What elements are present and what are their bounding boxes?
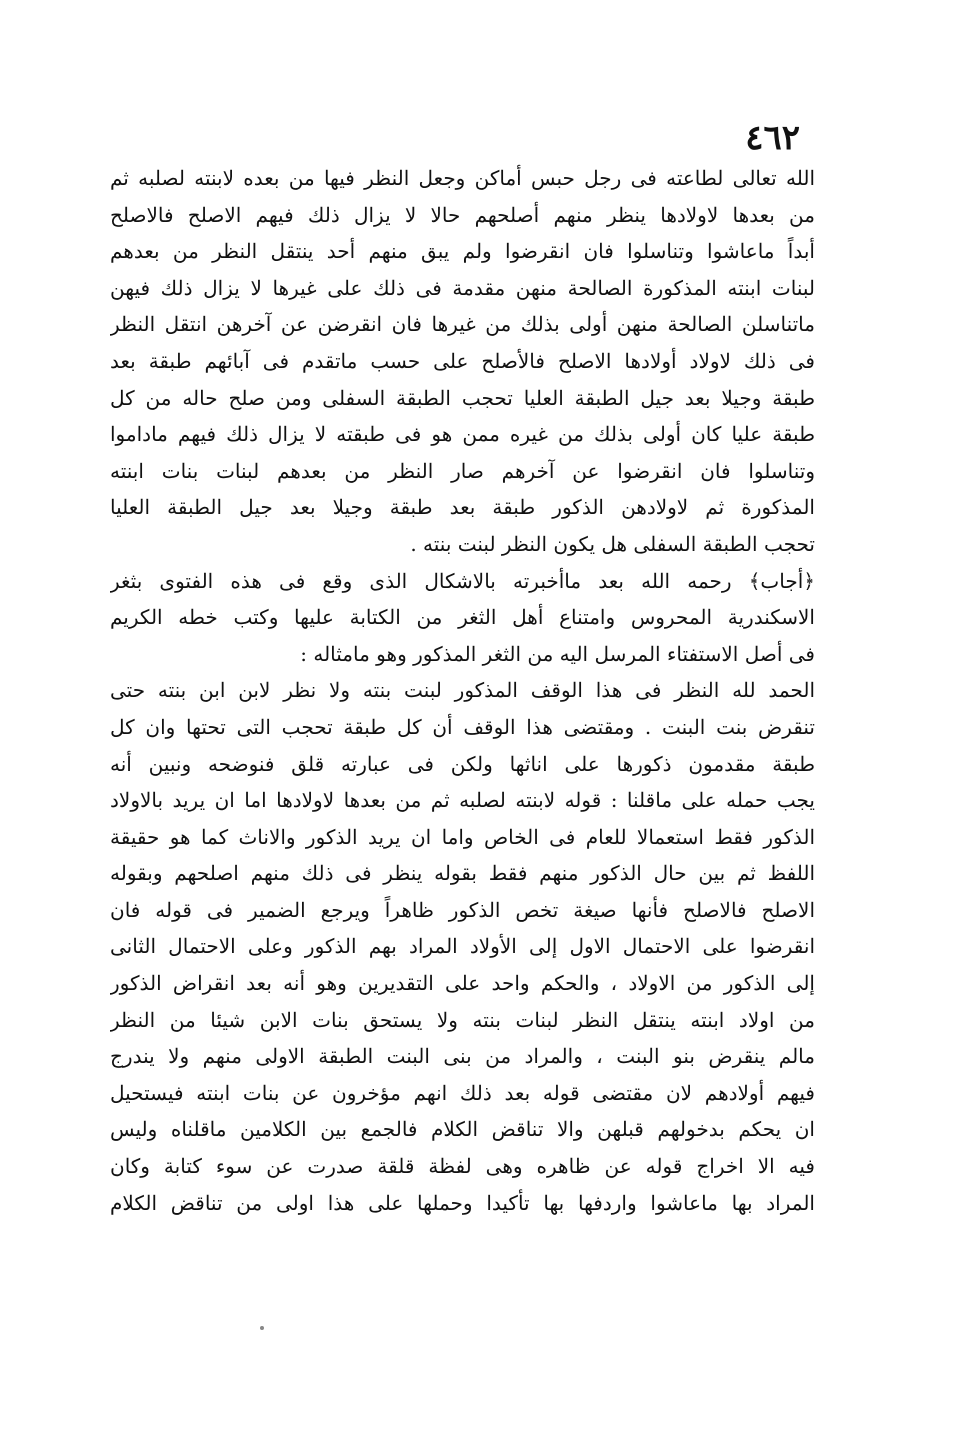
text-line: ان يحكم بدخولهم قبلهن والا تناقض الكلام فالجمع بين الكلامين ماقلناه وليس bbox=[110, 1117, 815, 1142]
text-line: الذكور فقط استعمالا للعام فى الخاص واما ان يريد الذكور والاناث كما هو حقيقة bbox=[110, 824, 815, 849]
text-line: لبنات ابنته المذكورة الصالحة منهن مقدمة فى ذلك على غيرها لا يزال ذلك فيهن bbox=[110, 275, 815, 300]
text-line: وتناسلوا فان انقرضوا عن آخرهم صار النظر من بعدهم لبنات بنات ابنته bbox=[110, 458, 815, 483]
text-line: يجب حمله على ماقلنا : قوله لابنته لصلبه ثم من بعدها لاولادها اما ان يريد بالاولاد bbox=[110, 788, 815, 813]
text-line: فيه الا اخراج قوله عن ظاهره وهى لفظة قلقة صدرت عن سوء كتابة وكان bbox=[110, 1154, 815, 1179]
body-text bbox=[110, 160, 815, 1221]
text-line: الاصلح فالاصلح فأنها صيغة تخص الذكور ظاهراً ويرجع الضمير فى قوله فان bbox=[110, 897, 815, 922]
text-line: من اولاد ابنته ينتقل النظر لبنات بنته ولا يستحق بنات الابن شيئا من النظر bbox=[110, 1007, 815, 1032]
text-line: الاسكندرية المحروس وامتناع أهل الثغر من الكتابة عليها وكتب خطه الكريم bbox=[110, 605, 815, 630]
text-line: المذكورة ثم لاولادهن الذكور طبقة بعد طبقة وجيلا بعد جيل الطبقة العليا bbox=[110, 495, 815, 520]
text-line: ماتناسلن الصالحة منهن أولى بذلك من غيرها فان انقرضن عن آخرهن انتقل النظر bbox=[110, 312, 815, 337]
page-number: ٤٦٢ bbox=[745, 118, 800, 158]
text-line: المراد بها ماعاشوا واردفها بها تأكيدا وحملها على هذا اولى من تناقض الكلام bbox=[110, 1190, 815, 1215]
text-line: اللفظ ثم بين حال الذكور منهم فقط بقوله ينظر فى ذلك منهم اصلحهم وبقوله bbox=[110, 861, 815, 886]
text-line: تنقرض بنت البنت . ومقتضى هذا الوقف أن كل طبقة تحجب التى تحتها وان كل bbox=[110, 714, 815, 739]
text-line: انقرضوا على الاحتمال الاول إلى الأولاد المراد بهم الذكور وعلى الاحتمال الثانى bbox=[110, 934, 815, 959]
text-line: مالم ينقرض بنو البنت ، والمراد من بنى البنت الطبقة الاولى منهم ولا يندرج bbox=[110, 1044, 815, 1069]
text-line: فيهم أولادهم لان مقتضى قوله بعد ذلك انهم مؤخرون عن بنات ابنته فيستحيل bbox=[110, 1080, 815, 1105]
text-line: طبقة عليا كان أولى بذلك من غيره ممن هو فى طبقته لا يزال ذلك فيهم ماداموا bbox=[110, 422, 815, 447]
text-line: من بعدها لاولادها ينظر منهم أصلحهم حالا لا يزال ذلك فيهم الاصلح فالاصلح bbox=[110, 202, 815, 227]
text-line: طبقة وجيلا بعد جيل الطبقة العليا تحجب الطبقة السفلى ومن صلح حاله من كل bbox=[110, 385, 815, 410]
text-line: الحمد لله النظر فى هذا الوقف المذكور لبنت بنته ولا نظر لابن ابن بنته حتى bbox=[110, 678, 815, 703]
text-line: تحجب الطبقة السفلى هل يكون النظر لبنت بنته . bbox=[410, 531, 815, 556]
text-line: أبداً ماعاشوا وتناسلوا فان انقرضوا ولم يبق منهم أحد ينتقل النظر من بعدهم bbox=[110, 239, 815, 264]
text-line: إلى الذكور من الاولاد ، والحكم واحد على التقديرين وهو أنه بعد انقراض الذكور bbox=[110, 971, 815, 996]
text-line: فى ذلك لاولاد أولادها الاصلح فالأصلح على حسب ماتقدم فى آبائهم طبقة بعد bbox=[110, 348, 815, 373]
text-line: الله تعالى لطاعته فى رجل حبس أماكن وجعل النظر فيها من بعده لابنته لصلبه ثم bbox=[110, 166, 815, 190]
text-line: طبقة مقدمون ذكورها على اناثها ولكن فى عبارته قلق فنوضحه ونبين أنه bbox=[110, 751, 815, 776]
text-line: فى أصل الاستفتاء المرسل اليه من الثغر المذكور وهو مامثاله : bbox=[300, 641, 815, 666]
text-line: ﴿أجاب﴾ رحمه الله بعد ماأخبرته بالاشكال الذى وقع فى هذه الفتوى بثغر bbox=[110, 568, 815, 593]
page-speck bbox=[260, 1326, 264, 1330]
